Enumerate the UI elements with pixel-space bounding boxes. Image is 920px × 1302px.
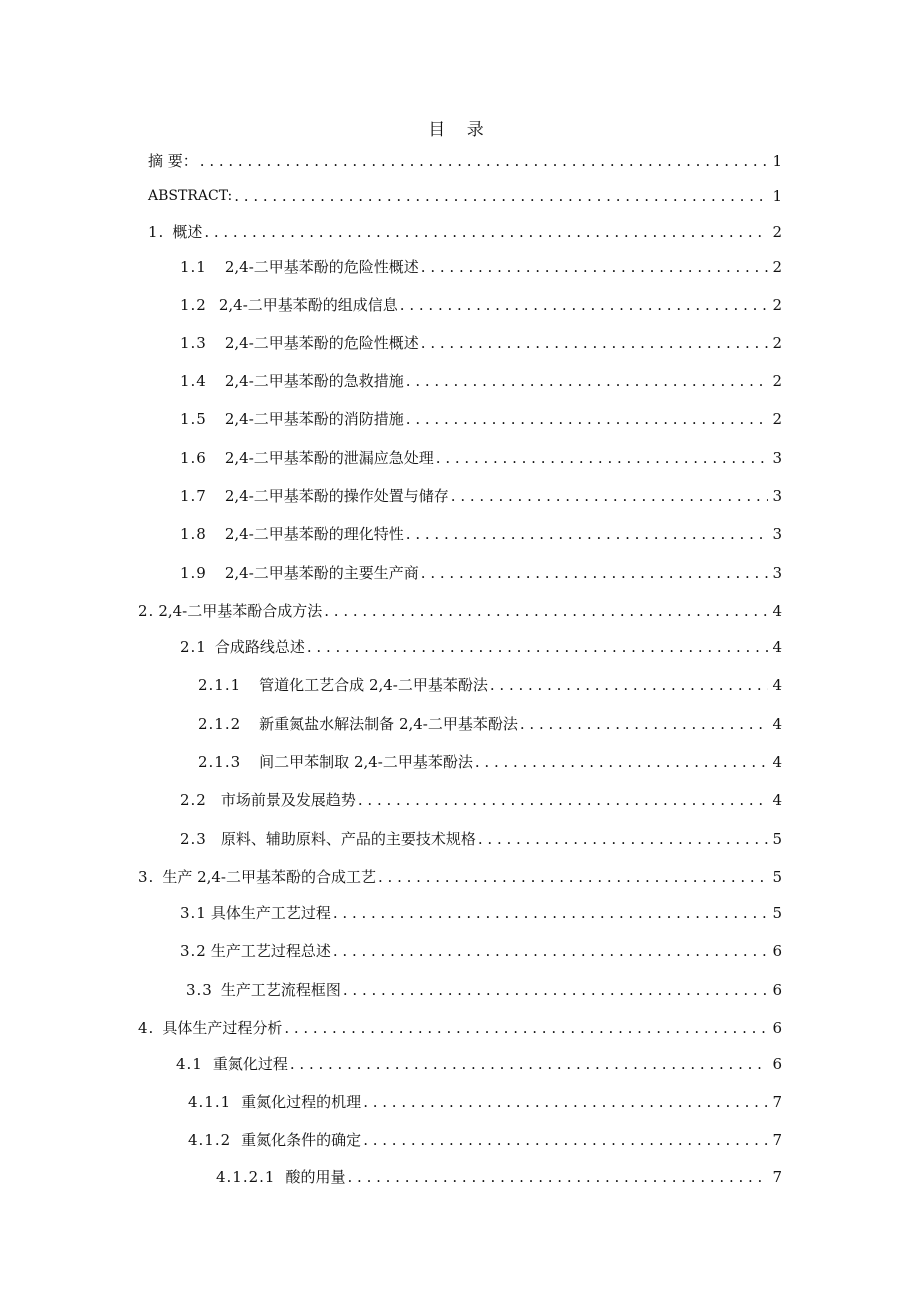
toc-entry-page: 4 [772, 715, 782, 733]
toc-entry-text: 合成路线总述 [214, 638, 305, 656]
toc-entry-text: 生产工艺流程框图 [220, 981, 341, 999]
toc-entry[interactable] [176, 1053, 782, 1075]
toc-entry[interactable] [180, 562, 782, 584]
toc-leader [406, 523, 768, 545]
toc-entry-number: 4.1.2 [188, 1131, 232, 1149]
toc-entry-page: 2 [772, 223, 782, 241]
toc-entry-number: 3.1 [180, 904, 207, 922]
toc-leader [436, 447, 768, 469]
toc-entry-text: 2,4-二甲基苯酚的理化特性 [224, 525, 404, 543]
toc-entry-text: 原料、辅助原料、产品的主要技术规格 [220, 830, 476, 848]
toc-entry-text: 重氮化过程的机理 [241, 1093, 362, 1111]
toc-leader [490, 674, 768, 696]
toc-entry-text: 重氮化条件的确定 [241, 1131, 362, 1149]
toc-entry[interactable] [148, 185, 782, 207]
toc-leader [478, 828, 768, 850]
toc-entry-page: 4 [772, 602, 782, 620]
toc-entry[interactable] [180, 523, 782, 545]
toc-entry-text: 生产工艺过程总述 [210, 942, 331, 960]
toc-entry[interactable] [198, 674, 782, 696]
toc-entry-number: 4.1 [176, 1055, 203, 1073]
toc-entry-page: 2 [772, 372, 782, 390]
toc-leader [421, 256, 768, 278]
toc-entry-text: 新重氮盐水解法制备 2,4-二甲基苯酚法 [259, 715, 518, 733]
toc-entry[interactable] [180, 636, 782, 658]
toc-entry[interactable] [180, 332, 782, 354]
toc-entry-text: 2,4-二甲基苯酚的危险性概述 [224, 334, 419, 352]
toc-entry-text: 2,4-二甲基苯酚合成方法 [158, 602, 323, 620]
toc-entry-page: 5 [772, 904, 782, 922]
toc-entry-text: 2,4-二甲基苯酚的急救措施 [224, 372, 404, 390]
toc-entry-text: 具体生产工艺过程 [210, 904, 331, 922]
toc-entry-text: 生产 2,4-二甲基苯酚的合成工艺 [162, 868, 377, 886]
toc-leader [333, 902, 768, 924]
toc-entry-number: 1.4 [180, 372, 207, 390]
toc-entry-page: 4 [772, 753, 782, 771]
toc-leader [234, 185, 768, 207]
toc-entry-page: 2 [772, 296, 782, 314]
toc-entry-page: 6 [772, 1019, 782, 1037]
toc-entry-text: 管道化工艺合成 2,4-二甲基苯酚法 [259, 676, 488, 694]
toc-entry-text: 2,4-二甲基苯酚的泄漏应急处理 [224, 449, 434, 467]
toc-entry-number: 1.8 [180, 525, 207, 543]
toc-entry-number: 2.3 [180, 830, 207, 848]
toc-leader [290, 1053, 768, 1075]
toc-entry-text: 概述 [172, 223, 203, 241]
toc-entry-page: 2 [772, 410, 782, 428]
toc-entry-text: 2,4-二甲基苯酚的消防措施 [224, 410, 404, 428]
toc-leader [400, 294, 768, 316]
toc-entry-page: 3 [772, 564, 782, 582]
toc-entry[interactable] [198, 713, 782, 735]
toc-entry-text: 2,4-二甲基苯酚的组成信息 [218, 296, 398, 314]
toc-entry[interactable] [198, 751, 782, 773]
toc-entry[interactable] [138, 1017, 782, 1039]
toc-entry[interactable] [180, 370, 782, 392]
toc-entry[interactable] [216, 1166, 782, 1188]
toc-entry[interactable] [180, 408, 782, 430]
toc-entry[interactable] [138, 866, 782, 888]
toc-entry[interactable] [180, 256, 782, 278]
toc-entry-number: 4.1.2.1 [216, 1168, 276, 1186]
toc-entry-text: 2,4-二甲基苯酚的操作处置与储存 [224, 487, 449, 505]
toc-entry-page: 3 [772, 487, 782, 505]
toc-entry-page: 3 [772, 449, 782, 467]
toc-entry-number: 1.2 [180, 296, 207, 314]
toc-leader [451, 485, 768, 507]
toc-entry-page: 6 [772, 942, 782, 960]
toc-leader [284, 1017, 768, 1039]
toc-entry-number: 2.1.1 [198, 676, 242, 694]
toc-entry-text: 2,4-二甲基苯酚的主要生产商 [224, 564, 419, 582]
toc-entry-page: 7 [772, 1093, 782, 1111]
toc-entry-number: 3. [138, 868, 155, 886]
toc-entry-text: 具体生产过程分析 [162, 1019, 283, 1037]
toc-entry[interactable] [148, 150, 782, 172]
toc-entry-page: 3 [772, 525, 782, 543]
toc-entry-page: 4 [772, 638, 782, 656]
toc-entry-number: 2.2 [180, 791, 207, 809]
toc-leader [307, 636, 768, 658]
toc-entry-text: 重氮化过程 [212, 1055, 288, 1073]
toc-entry-number: 1.7 [180, 487, 207, 505]
toc-leader [520, 713, 768, 735]
toc-entry-number: 3.3 [186, 981, 213, 999]
toc-entry[interactable] [180, 789, 782, 811]
toc-entry-page: 6 [772, 1055, 782, 1073]
toc-entry[interactable] [180, 902, 782, 924]
toc-entry[interactable] [188, 1129, 782, 1151]
toc-entry-number: 2.1 [180, 638, 207, 656]
toc-entry-page: 2 [772, 258, 782, 276]
toc-entry-page: 5 [772, 830, 782, 848]
toc-entry[interactable] [180, 940, 782, 962]
toc-leader [358, 789, 768, 811]
toc-leader [333, 940, 768, 962]
toc-entry[interactable] [180, 447, 782, 469]
toc-leader [324, 600, 768, 622]
toc-entry-page: 4 [772, 676, 782, 694]
toc-entry-text: ABSTRACT: [148, 188, 233, 204]
toc-entry[interactable] [148, 221, 782, 243]
toc-leader [348, 1166, 769, 1188]
toc-entry-page: 5 [772, 868, 782, 886]
toc-title: 目 录 [428, 120, 492, 140]
toc-entry-page: 7 [772, 1168, 782, 1186]
toc-leader [475, 751, 768, 773]
toc-entry-number: 2.1.3 [198, 753, 242, 771]
toc-leader [421, 332, 768, 354]
toc-entry-page: 4 [772, 791, 782, 809]
toc-entry[interactable] [180, 485, 782, 507]
toc-entry-page: 2 [772, 334, 782, 352]
toc-entry-number: 1.1 [180, 258, 207, 276]
toc-entry-number: 1.5 [180, 410, 207, 428]
toc-entry-number: 1.9 [180, 564, 207, 582]
toc-entry-number: 2.1.2 [198, 715, 242, 733]
toc-entry-number: 3.2 [180, 942, 207, 960]
toc-leader [421, 562, 768, 584]
toc-leader [378, 866, 768, 888]
toc-leader [363, 1129, 768, 1151]
toc-entry-page: 1 [772, 187, 782, 205]
toc-entry-text: 酸的用量 [285, 1168, 346, 1186]
toc-entry-page: 1 [772, 152, 782, 170]
toc-entry-number: 1.6 [180, 449, 207, 467]
toc-entry[interactable] [138, 600, 782, 622]
toc-leader [200, 150, 768, 172]
toc-leader [406, 408, 768, 430]
toc-entry-number: 1.3 [180, 334, 207, 352]
toc-entry[interactable] [188, 1091, 782, 1113]
toc-entry-page: 7 [772, 1131, 782, 1149]
toc-entry-text: 2,4-二甲基苯酚的危险性概述 [224, 258, 419, 276]
toc-entry-number: 1. [148, 223, 165, 241]
toc-entry[interactable] [180, 294, 782, 316]
toc-leader [343, 979, 768, 1001]
toc-leader [363, 1091, 768, 1113]
toc-entry-number: 4.1.1 [188, 1093, 232, 1111]
toc-entry[interactable] [186, 979, 782, 1001]
toc-entry-text: 市场前景及发展趋势 [220, 791, 356, 809]
toc-entry-number: 2. [138, 602, 155, 620]
toc-leader [204, 221, 768, 243]
toc-entry-text: 间二甲苯制取 2,4-二甲基苯酚法 [259, 753, 473, 771]
toc-entry-page: 6 [772, 981, 782, 999]
toc-entry-number: 4. [138, 1019, 155, 1037]
toc-entry[interactable] [180, 828, 782, 850]
toc-entry-text: 摘 要： [148, 152, 198, 170]
toc-leader [406, 370, 768, 392]
